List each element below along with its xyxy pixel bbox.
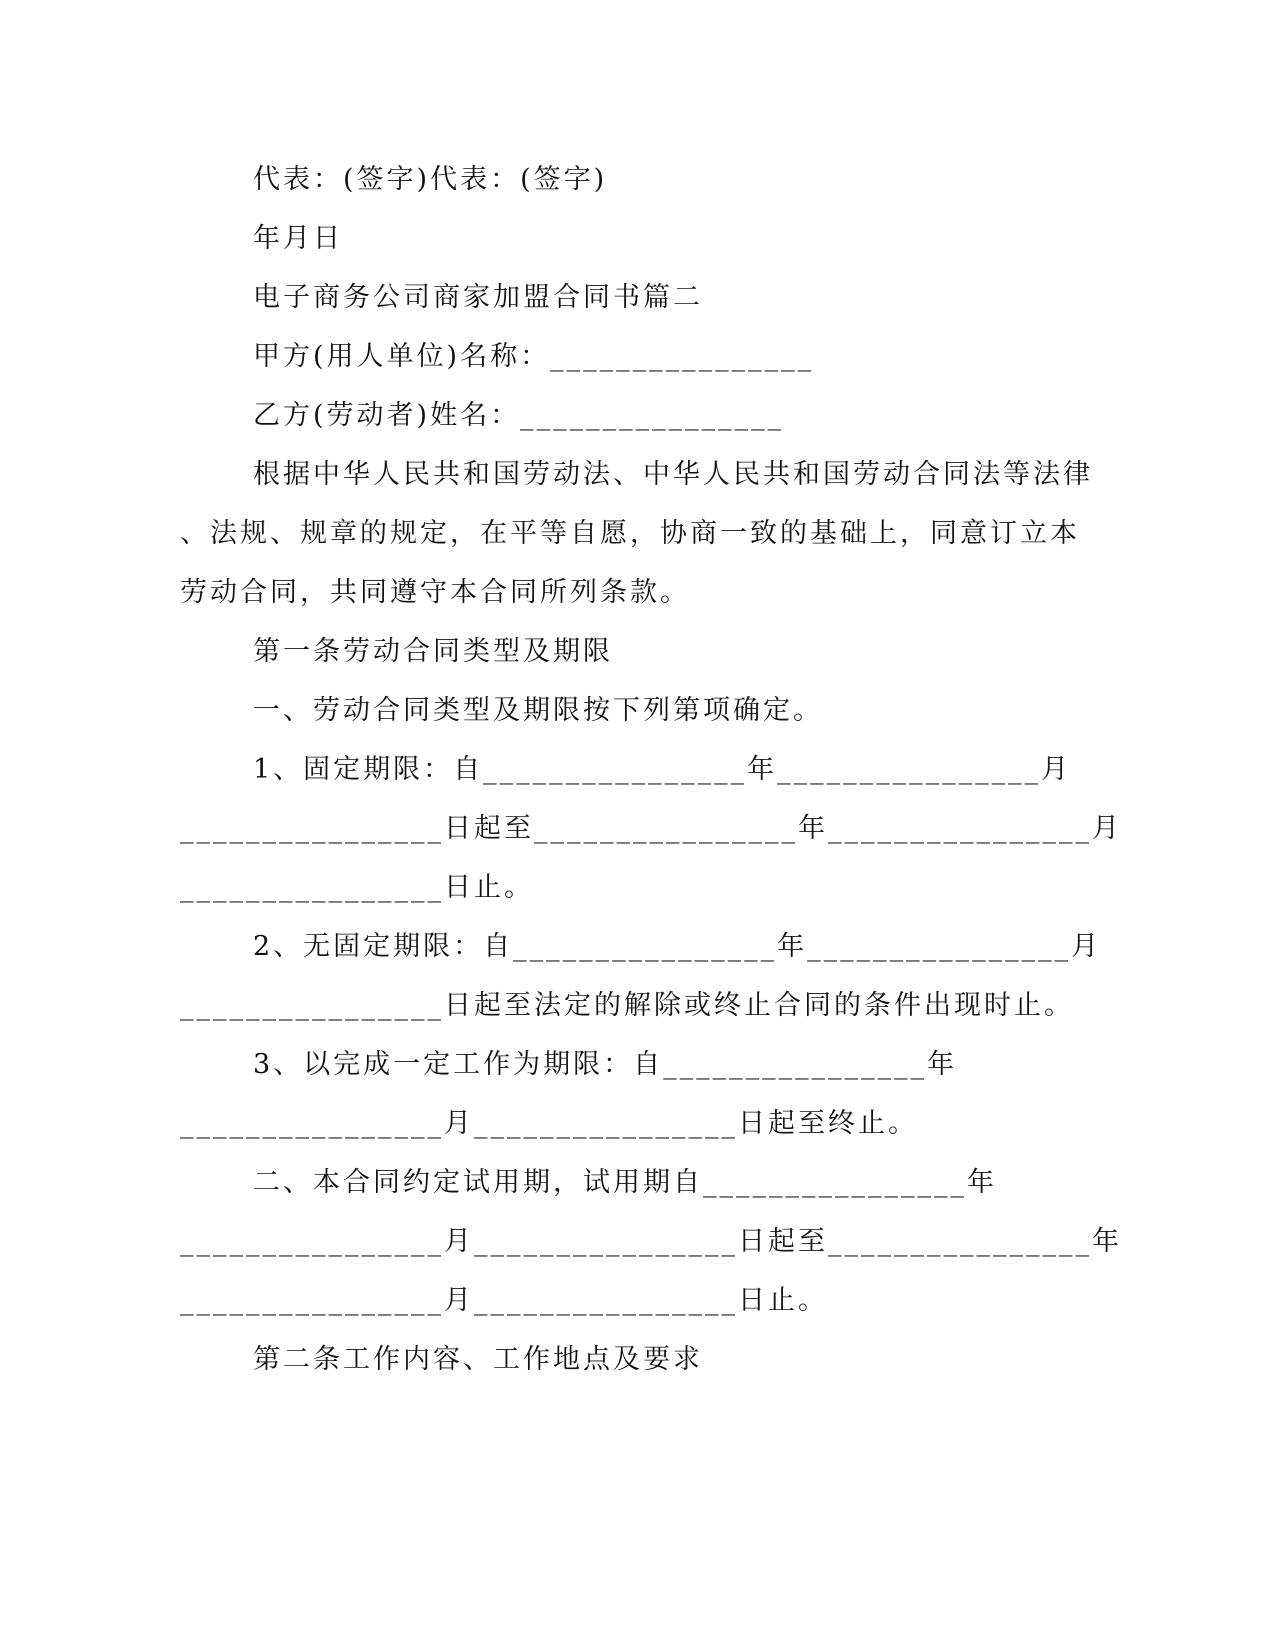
signature-line: 代表：(签字)代表：(签字) (253, 164, 608, 195)
fixed-term-line-1: 1、固定期限：自________________年________________月 (253, 754, 1072, 785)
party-a-line: 甲方(用人单位)名称：________________ (253, 341, 815, 372)
probation-line-1: 二、本合同约定试用期，试用期自________________年 (253, 1167, 997, 1198)
intro-paragraph-line-3: 劳动合同，共同遵守本合同所列条款。 (180, 577, 690, 608)
section-title: 电子商务公司商家加盟合同书篇二 (253, 282, 703, 313)
probation-line-3: ________________月________________日止。 (180, 1285, 828, 1316)
open-term-line-2: ________________日起至法定的解除或终止合同的条件出现时止。 (180, 990, 1074, 1021)
date-line: 年月日 (253, 223, 343, 254)
article-2-heading: 第二条工作内容、工作地点及要求 (253, 1344, 703, 1375)
intro-paragraph-line-2: 、法规、规章的规定，在平等自愿，协商一致的基础上，同意订立本 (180, 518, 1080, 549)
task-term-line-1: 3、以完成一定工作为期限：自________________年 (253, 1049, 958, 1080)
open-term-line-1: 2、无固定期限：自________________年________________月 (253, 931, 1102, 962)
fixed-term-line-3: ________________日止。 (180, 872, 534, 903)
article-1-heading: 第一条劳动合同类型及期限 (253, 636, 613, 667)
intro-paragraph-line-1: 根据中华人民共和国劳动法、中华人民共和国劳动合同法等法律 (253, 459, 1093, 490)
probation-line-2: ________________月________________日起至________________年 (180, 1226, 1122, 1257)
fixed-term-line-2: ________________日起至________________年________________月 (180, 813, 1122, 844)
clause-1-intro: 一、劳动合同类型及期限按下列第项确定。 (253, 695, 823, 726)
task-term-line-2: ________________月________________日起至终止。 (180, 1108, 918, 1139)
party-b-line: 乙方(劳动者)姓名：________________ (253, 400, 785, 431)
